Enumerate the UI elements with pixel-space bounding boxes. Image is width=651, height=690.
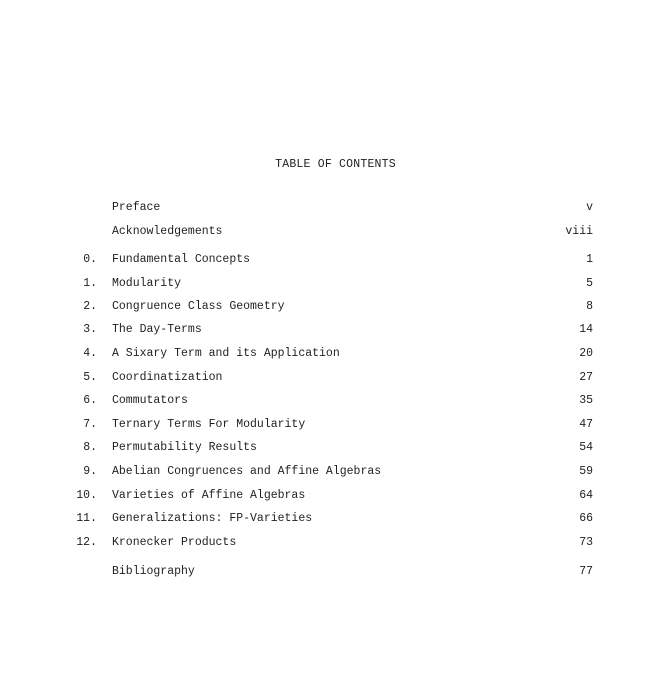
- toc-entry-acknowledgements: [0, 224, 651, 240]
- entry-label: Commutators: [112, 394, 188, 407]
- entry-label: Varieties of Affine Algebras: [112, 489, 306, 502]
- entry-number: 1.: [83, 277, 97, 290]
- entry-label: Kronecker Products: [112, 536, 237, 549]
- entry-number: 6.: [83, 394, 97, 407]
- toc-entry-6: [0, 393, 651, 409]
- entry-page: viii: [565, 225, 593, 238]
- toc-entry-8: [0, 440, 651, 456]
- entry-number: 12.: [76, 536, 97, 549]
- toc-entry-11: [0, 511, 651, 527]
- entry-number: 8.: [83, 441, 97, 454]
- entry-page: 5: [586, 277, 593, 290]
- entry-page: 77: [579, 565, 593, 578]
- entry-page: 1: [586, 253, 593, 266]
- entry-number: 4.: [83, 347, 97, 360]
- entry-page: 27: [579, 371, 593, 384]
- toc-entry-10: [0, 488, 651, 504]
- entry-label: Coordinatization: [112, 371, 223, 384]
- entry-label: Modularity: [112, 277, 182, 290]
- entry-number: 9.: [83, 465, 97, 478]
- entry-page: v: [586, 201, 593, 214]
- toc-title: TABLE OF CONTENTS: [275, 158, 396, 171]
- entry-label: A Sixary Term and its Application: [112, 347, 340, 360]
- toc-entry-4: [0, 346, 651, 362]
- entry-page: 73: [579, 536, 593, 549]
- toc-entry-preface: [0, 200, 651, 216]
- entry-label: The Day-Terms: [112, 323, 202, 336]
- entry-label: Preface: [112, 201, 161, 214]
- entry-number: 10.: [76, 489, 97, 502]
- toc-entry-7: [0, 417, 651, 433]
- entry-label: Congruence Class Geometry: [112, 300, 285, 313]
- entry-number: 11.: [76, 512, 97, 525]
- entry-page: 59: [579, 465, 593, 478]
- entry-label: Acknowledgements: [112, 225, 223, 238]
- toc-entry-2: [0, 299, 651, 315]
- toc-entry-12: [0, 535, 651, 551]
- entry-number: 0.: [83, 253, 97, 266]
- toc-entry-9: [0, 464, 651, 480]
- toc-entry-3: [0, 322, 651, 338]
- entry-label: Fundamental Concepts: [112, 253, 251, 266]
- entry-label: Abelian Congruences and Affine Algebras: [112, 465, 382, 478]
- entry-page: 54: [579, 441, 593, 454]
- entry-number: 7.: [83, 418, 97, 431]
- entry-label: Ternary Terms For Modularity: [112, 418, 306, 431]
- entry-label: Permutability Results: [112, 441, 257, 454]
- entry-number: 5.: [83, 371, 97, 384]
- entry-number: 2.: [83, 300, 97, 313]
- entry-number: 3.: [83, 323, 97, 336]
- entry-page: 14: [579, 323, 593, 336]
- toc-entry-0: [0, 252, 651, 268]
- toc-entry-5: [0, 370, 651, 386]
- entry-page: 66: [579, 512, 593, 525]
- entry-label: Bibliography: [112, 565, 195, 578]
- entry-page: 20: [579, 347, 593, 360]
- entry-label: Generalizations: FP-Varieties: [112, 512, 313, 525]
- entry-page: 47: [579, 418, 593, 431]
- toc-entry-1: [0, 276, 651, 292]
- toc-entry-bibliography: [0, 564, 651, 580]
- entry-page: 64: [579, 489, 593, 502]
- entry-page: 8: [586, 300, 593, 313]
- entry-page: 35: [579, 394, 593, 407]
